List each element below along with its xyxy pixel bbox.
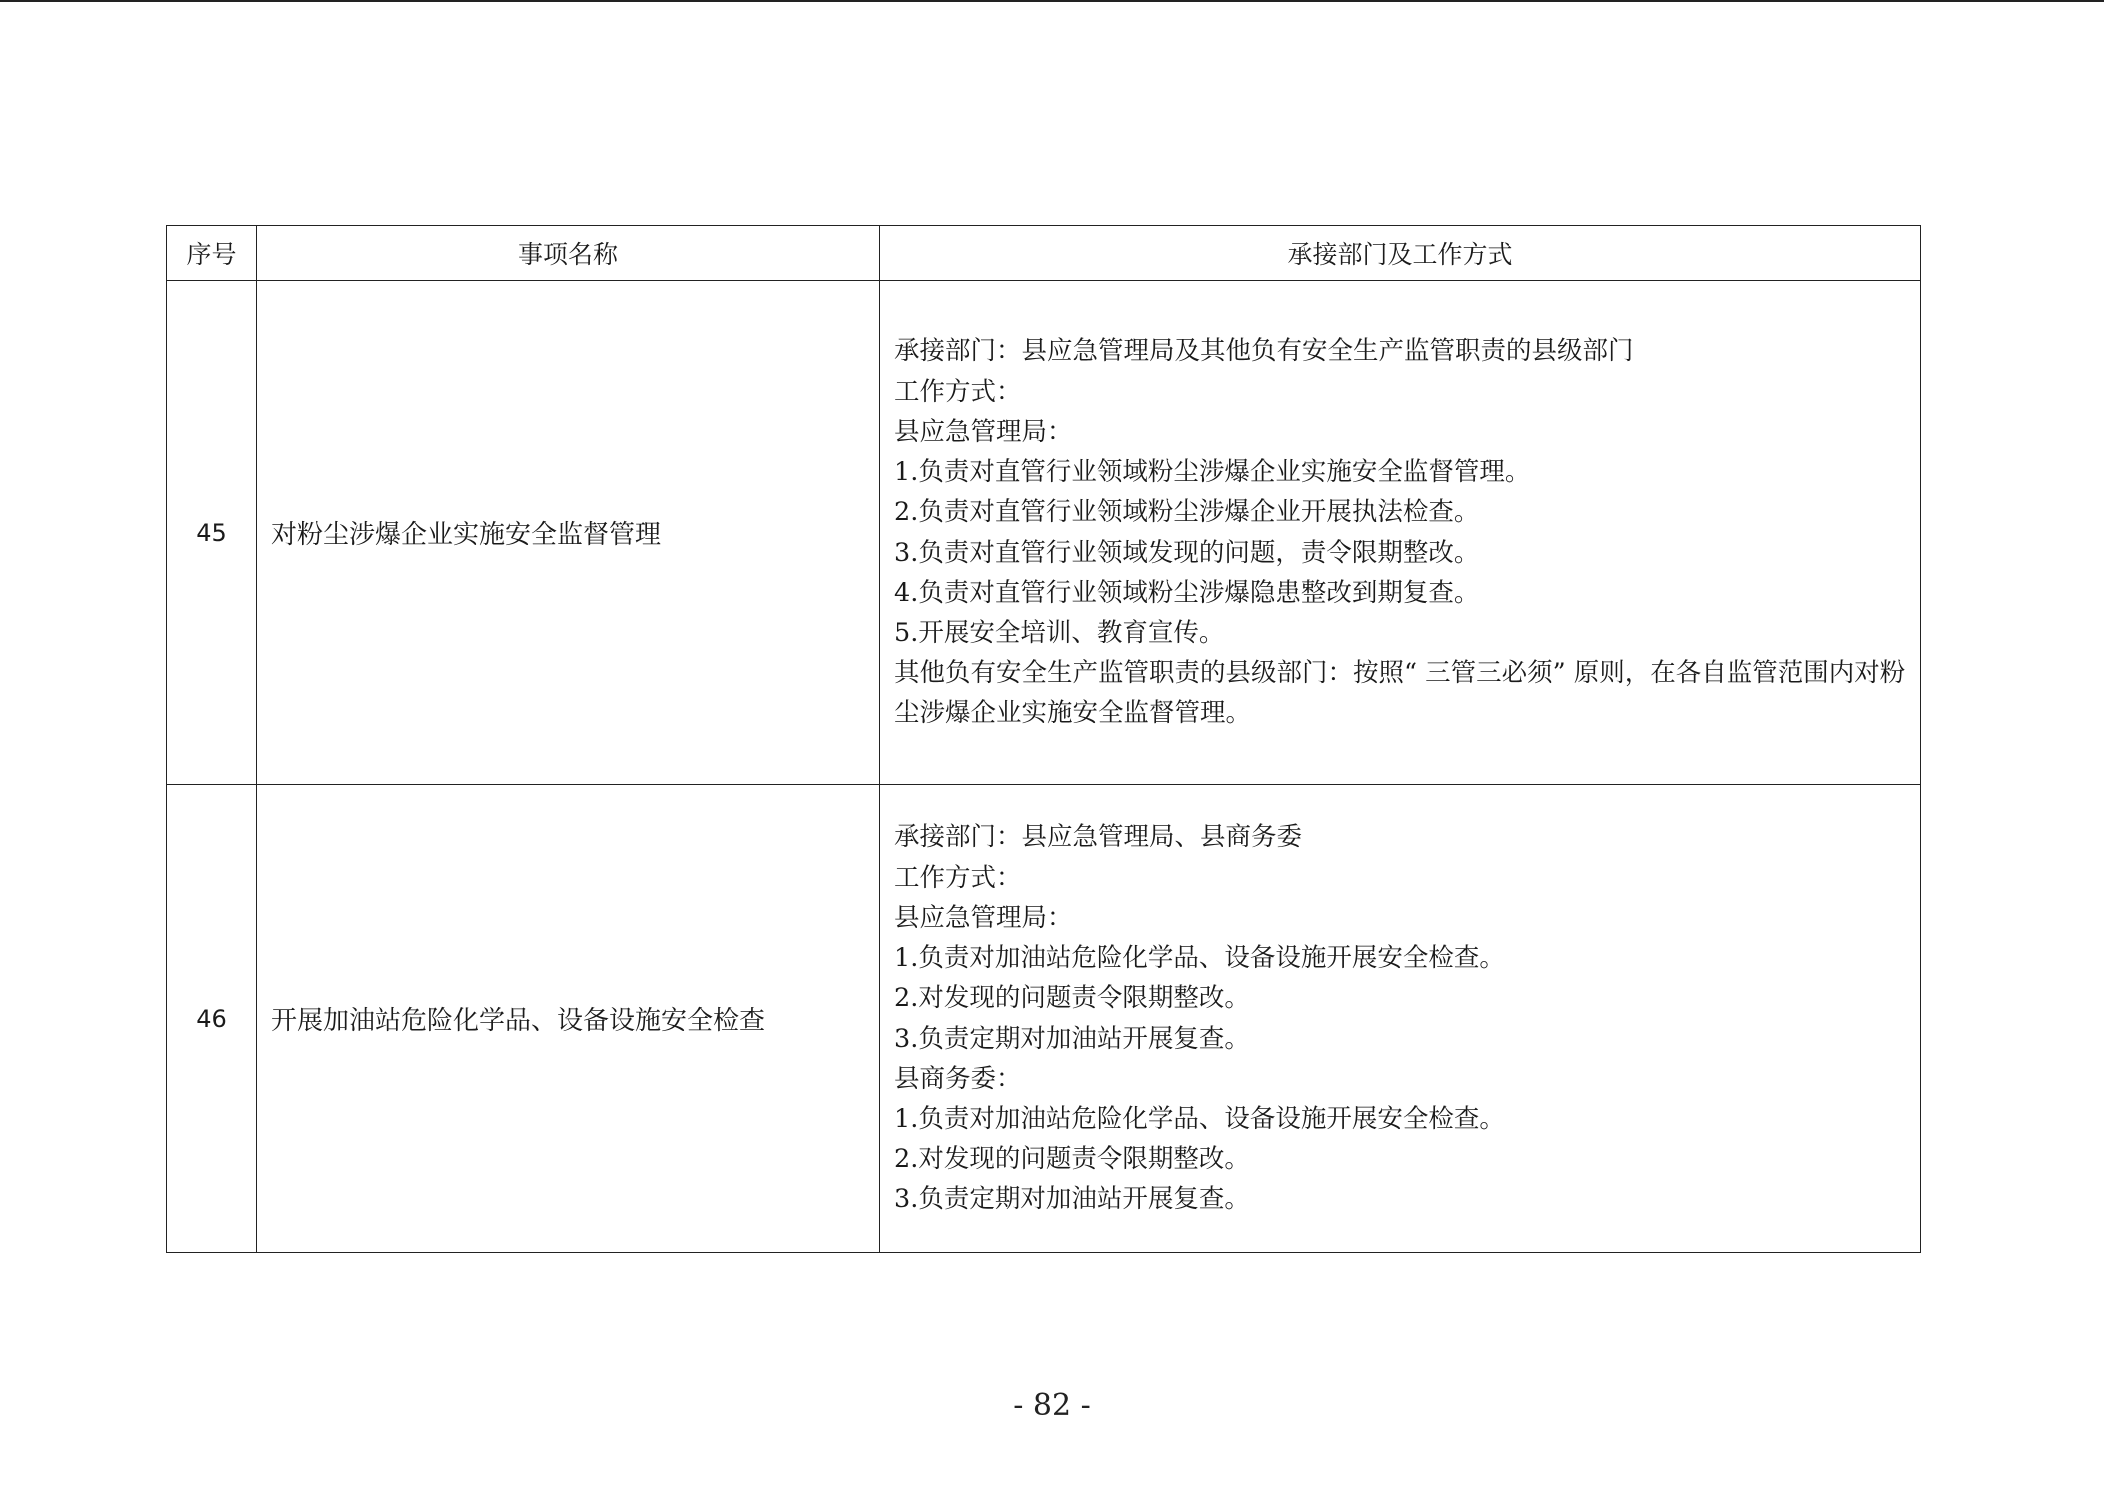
detail-line: 1.负责对加油站危险化学品、设备设施开展安全检查。	[894, 1103, 1505, 1134]
table-row	[167, 785, 1921, 1253]
header-item-name: 事项名称	[257, 226, 880, 281]
detail-line: 3.负责对直管行业领域发现的问题，责令限期整改。	[894, 537, 1480, 568]
department-details-text	[894, 817, 1908, 1219]
header-department-and-method: 承接部门及工作方式	[880, 226, 1921, 281]
detail-line: 2.负责对直管行业领域粉尘涉爆企业开展执法检查。	[894, 497, 1480, 528]
items-table	[166, 225, 1921, 1253]
row-item-name: 开展加油站危险化学品、设备设施安全检查	[257, 785, 880, 1253]
table-header-row	[167, 226, 1921, 281]
detail-line: 2.对发现的问题责令限期整改。	[894, 1144, 1250, 1175]
detail-line: 县应急管理局：	[894, 416, 1073, 447]
row-item-name: 对粉尘涉爆企业实施安全监督管理	[257, 281, 880, 785]
detail-line: 其他负有安全生产监管职责的县级部门：按照“ 三管三必须” 原则，在各自监管范围内对粉尘涉爆企业实施安全监督管理。	[894, 658, 1906, 729]
detail-line: 承接部门：县应急管理局、县商务委	[894, 822, 1303, 853]
row-department-details	[880, 785, 1921, 1253]
row-serial-number: 45	[167, 281, 257, 785]
table-row	[167, 281, 1921, 785]
detail-line: 工作方式：	[894, 862, 1022, 893]
detail-line: 3.负责定期对加油站开展复查。	[894, 1023, 1250, 1054]
detail-line: 县应急管理局：	[894, 902, 1073, 933]
detail-line: 2.对发现的问题责令限期整改。	[894, 983, 1250, 1014]
row-department-details	[880, 281, 1921, 785]
department-details-text	[894, 331, 1908, 733]
detail-line: 承接部门：县应急管理局及其他负有安全生产监管职责的县级部门	[894, 336, 1634, 367]
page-top-border	[0, 0, 2104, 2]
row-serial-number: 46	[167, 785, 257, 1253]
detail-line: 县商务委：	[894, 1063, 1022, 1094]
detail-line: 4.负责对直管行业领域粉尘涉爆隐患整改到期复查。	[894, 577, 1480, 608]
detail-line: 5.开展安全培训、教育宣传。	[894, 617, 1225, 648]
detail-line: 工作方式：	[894, 376, 1022, 407]
detail-line: 3.负责定期对加油站开展复查。	[894, 1184, 1250, 1215]
page-number: - 82 -	[1013, 1388, 1091, 1423]
header-serial-number: 序号	[167, 226, 257, 281]
detail-line: 1.负责对直管行业领域粉尘涉爆企业实施安全监督管理。	[894, 457, 1531, 488]
detail-line: 1.负责对加油站危险化学品、设备设施开展安全检查。	[894, 943, 1505, 974]
